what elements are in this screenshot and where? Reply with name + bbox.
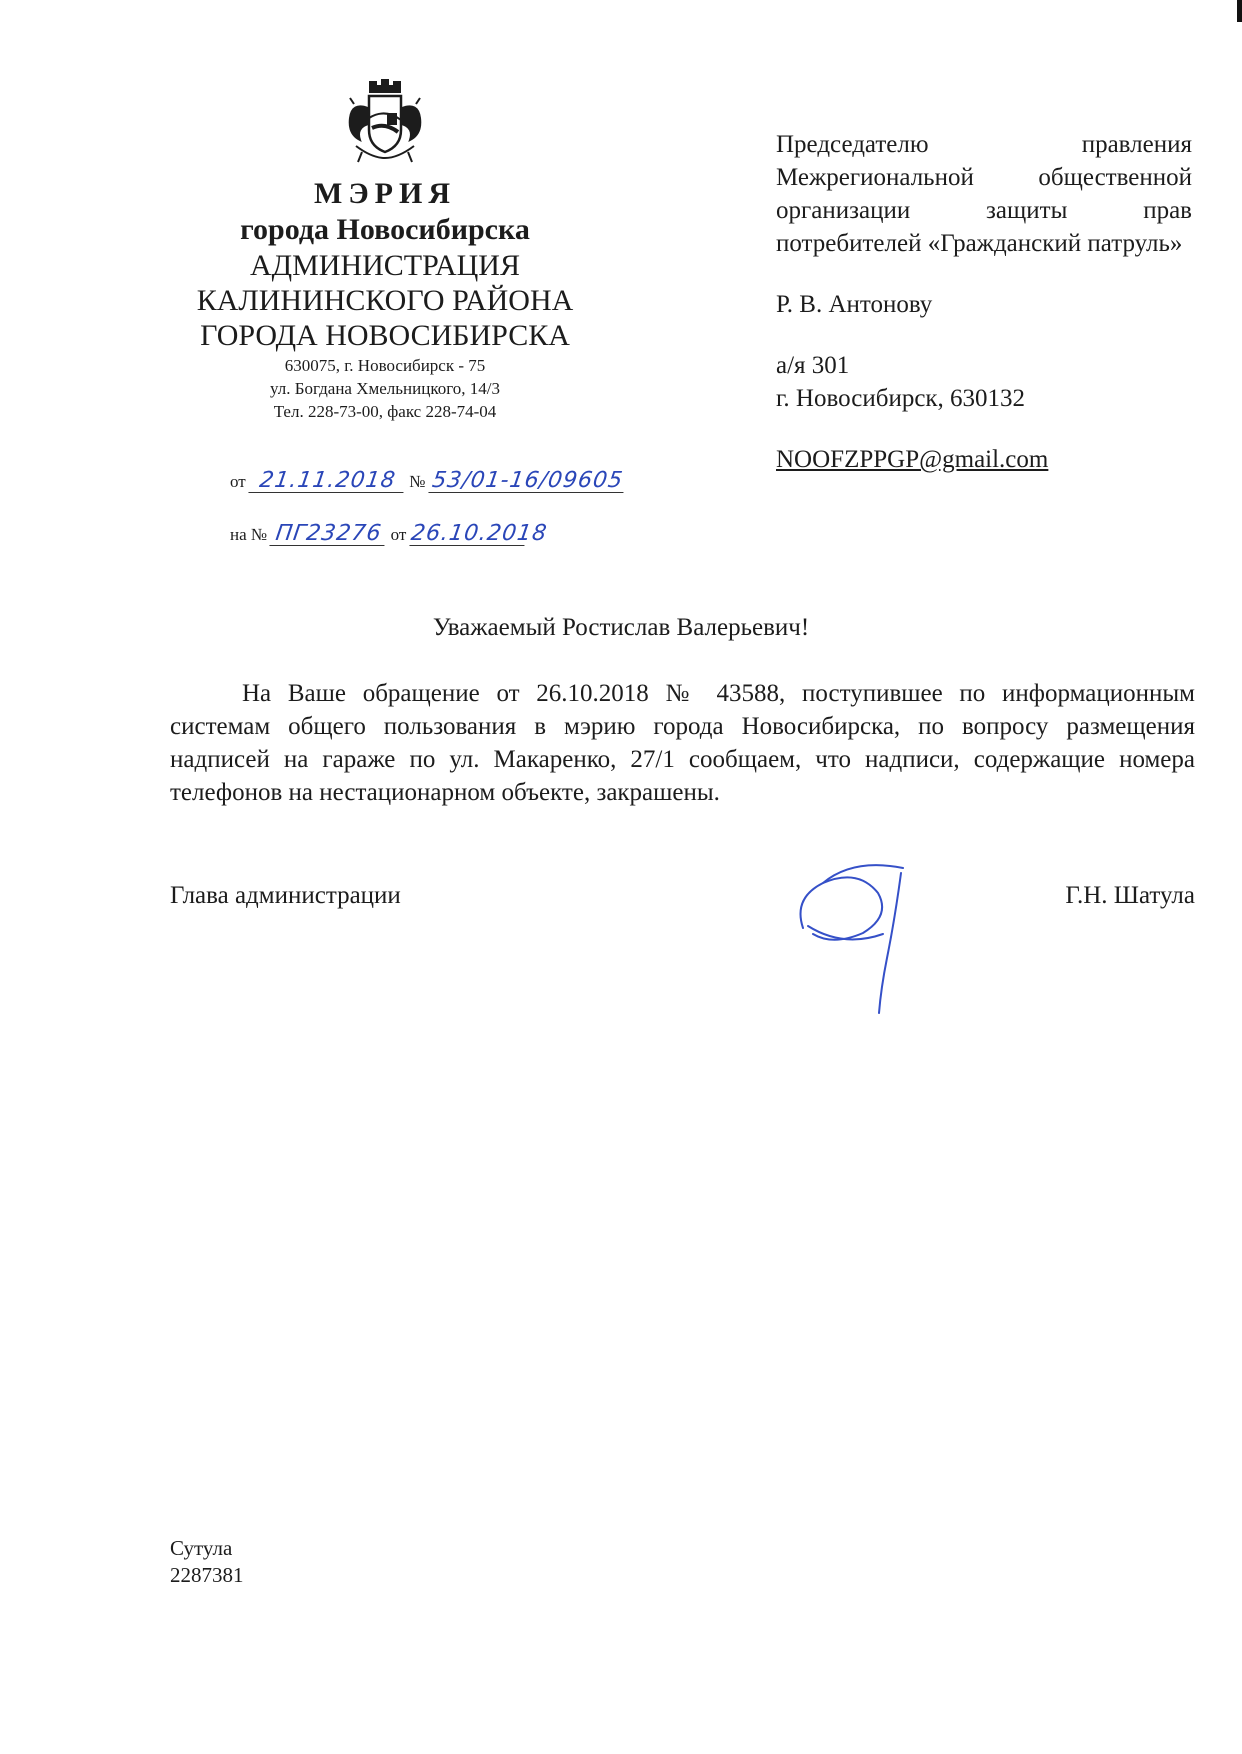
incoming-number: ПГ23276 xyxy=(270,523,388,546)
reply-number-label: на № xyxy=(230,525,268,544)
number-label: № xyxy=(409,472,426,491)
letterhead xyxy=(155,78,615,422)
signatory-position: Глава администрации xyxy=(170,882,401,909)
org-street: ул. Богдана Хмельницкого, 14/3 xyxy=(270,379,500,398)
reply-from-label: от xyxy=(390,525,407,544)
outgoing-number: 53/01-16/09605 xyxy=(428,470,626,493)
executor-phone: 2287381 xyxy=(170,1563,244,1587)
recipient-city: г. Новосибирск, 630132 xyxy=(776,385,1026,412)
org-name-administration: АДМИНИСТРАЦИЯ xyxy=(250,249,520,282)
outgoing-date: 21.11.2018 xyxy=(248,470,406,493)
recipient-name: Р. В. Антонову xyxy=(776,291,933,318)
scan-artifact xyxy=(1237,0,1242,22)
from-label: от xyxy=(230,472,246,491)
outgoing-registration xyxy=(230,470,625,493)
incoming-registration xyxy=(230,521,549,546)
executor-name: Сутула xyxy=(170,1536,233,1560)
recipient-email: NOOFZPPGP@gmail.com xyxy=(776,446,1049,473)
addressee-block xyxy=(776,128,1192,476)
incoming-date: 26.10.2018 xyxy=(408,521,549,546)
org-name-city: города Новосибирска xyxy=(240,213,530,246)
org-name-city-caps: ГОРОДА НОВОСИБИРСКА xyxy=(200,319,570,352)
letter-body: На Ваше обращение от 26.10.2018 № 43588, поступившее по информационным системам общего пользования в мэрию города Новосибирска, по вопросу размещения надписей на гараже по ул. Макаренко, 27/1 сообщаем, что надписи, содержащие номера телефонов на нестационарном объекте, закрашены. xyxy=(170,680,1195,806)
signatory-name: Г.Н. Шатула xyxy=(1065,882,1195,909)
org-name-mayoralty: МЭРИЯ xyxy=(314,177,456,210)
org-name-district: КАЛИНИНСКОГО РАЙОНА xyxy=(196,284,574,317)
recipient-po-box: а/я 301 xyxy=(776,352,850,379)
org-address: 630075, г. Новосибирск - 75 xyxy=(284,356,486,375)
greeting: Уважаемый Ростислав Валерьевич! xyxy=(432,614,810,641)
city-coat-of-arms-icon xyxy=(342,78,428,168)
recipient-title: Председателю правления Межрегиональной общественной организации защиты прав потребителей «Гражданский патруль» xyxy=(776,131,1192,257)
org-phone-fax: Тел. 228-73-00, факс 228-74-04 xyxy=(273,402,497,421)
executor-info xyxy=(170,1535,244,1589)
handwritten-signature-icon xyxy=(783,838,963,1023)
